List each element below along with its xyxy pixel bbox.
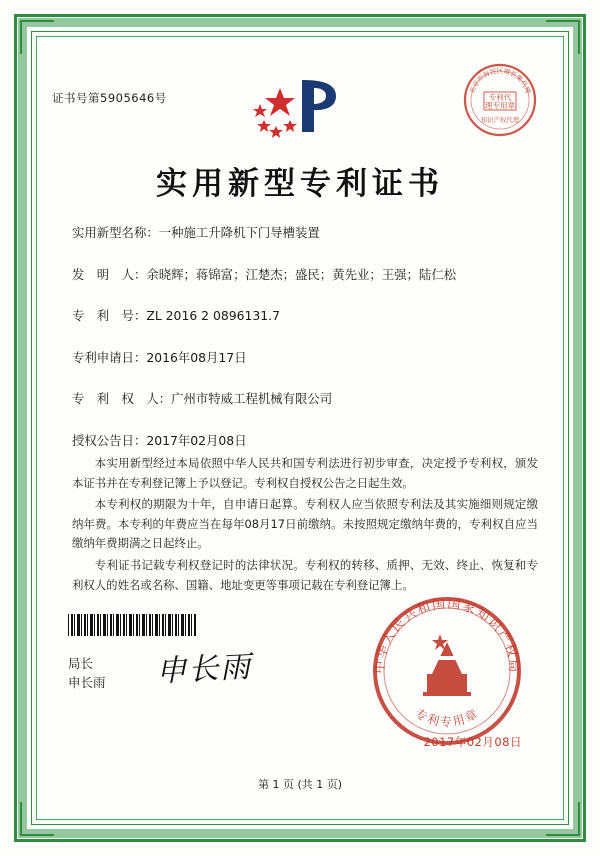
field-label: 授权公告日： xyxy=(72,433,147,449)
field-label: 专利申请日： xyxy=(72,349,147,365)
legal-text-block xyxy=(72,454,538,597)
svg-text:专利专用章: 专利专用章 xyxy=(412,705,482,729)
signatory-title: 局长 xyxy=(68,656,94,671)
certificate-content xyxy=(46,46,554,810)
seal-date: 2017年02月08日 xyxy=(423,735,522,749)
handwritten-signature: 申长雨 xyxy=(155,649,254,690)
page-footer: 第 1 页 (共 1 页) xyxy=(257,778,343,791)
field-label: 发 明 人： xyxy=(72,266,147,282)
agency-seal-stamp xyxy=(462,62,538,138)
field-value: 2016年08月17日 xyxy=(146,349,247,365)
svg-text:知识产权代理: 知识产权代理 xyxy=(480,116,520,124)
field-value: 广州市特威工程机械有限公司 xyxy=(171,391,333,407)
legal-paragraph: 本实用新型经过本局依照中华人民共和国专利法进行初步审查，决定授予专利权，颁发本证书并在专利登记簿上予以登记。专利权自授权公告之日起生效。 xyxy=(72,456,538,490)
field-label: 专 利 权 人： xyxy=(72,391,172,407)
field-label: 实用新型名称： xyxy=(72,225,159,240)
field-value: ZL 2016 2 0896131.7 xyxy=(146,308,280,324)
field-list xyxy=(72,224,540,474)
official-seal-stamp xyxy=(370,594,524,748)
field-value: 一种施工升降机下门导槽装置 xyxy=(158,225,320,240)
sipo-logo-icon xyxy=(240,74,360,146)
field-value: 2017年02月08日 xyxy=(146,433,247,449)
field-application-date xyxy=(72,349,540,368)
certificate-number: 证书号第5905646号 xyxy=(52,91,167,105)
svg-text:专利代: 专利代 xyxy=(488,93,512,102)
field-inventors xyxy=(72,266,540,285)
barcode xyxy=(68,614,196,636)
field-grant-announcement-date xyxy=(72,432,540,451)
field-patentee xyxy=(72,390,540,409)
svg-text:理专用章: 理专用章 xyxy=(485,101,515,110)
page-title: 实用新型专利证书 xyxy=(156,166,444,202)
svg-text:中华人民共和国国家知识产权局: 中华人民共和国国家知识产权局 xyxy=(372,596,522,675)
legal-paragraph: 专利证书记载专利权登记时的法律状况。专利权的转移、质押、无效、终止、恢复和专利权人的姓名或名称、国籍、地址变更等事项记载在专利登记簿上。 xyxy=(72,558,538,592)
field-utility-model-name xyxy=(72,224,540,243)
signatory-block xyxy=(68,654,106,693)
signatory-name: 申长雨 xyxy=(68,675,106,691)
field-label: 专 利 号： xyxy=(72,308,147,324)
svg-text:北京市海淀区增长集代理: 北京市海淀区增长集代理 xyxy=(467,67,533,95)
field-value: 余晓辉；蒋锦富；江楚杰；盛民；黄先业；王强；陆仁松 xyxy=(146,266,457,282)
legal-paragraph: 本专利权的期限为十年，自申请日起算。专利权人应当依照专利法及其实施细则规定缴纳年费。本专利的年费应当在每年08月17日前缴纳。未按照规定缴纳年费的，专利权自应当缴纳年费期满之日起终止。 xyxy=(72,497,538,551)
field-patent-number xyxy=(72,307,540,326)
